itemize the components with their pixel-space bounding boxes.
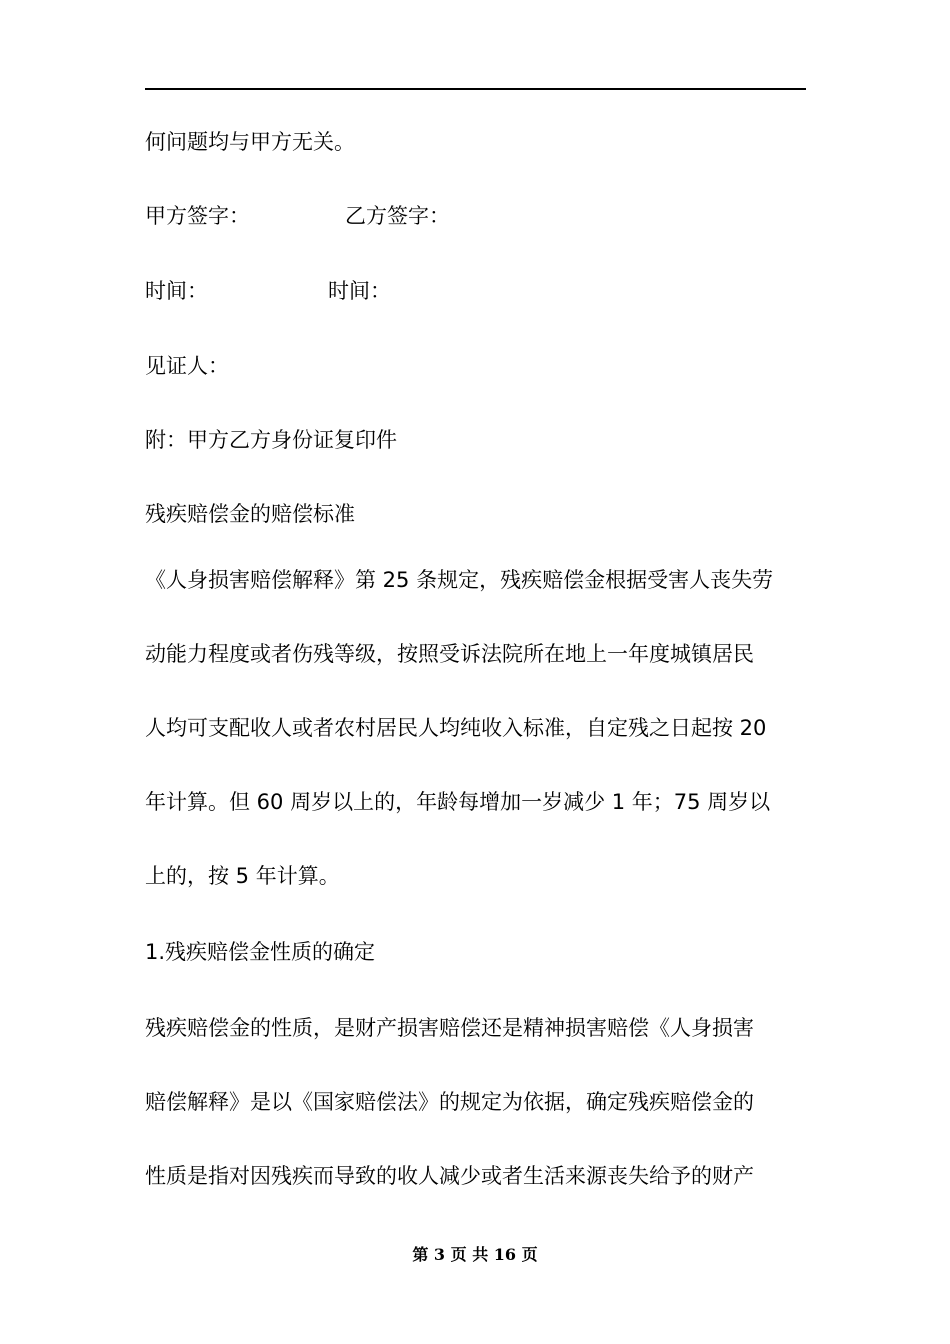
paragraph-line: 年计算。但 60 周岁以上的，年龄每增加一岁减少 1 年；75 周岁以 — [145, 790, 771, 814]
paragraph-line: 性质是指对因残疾而导致的收人减少或者生活来源丧失给予的财产 — [145, 1164, 754, 1188]
top-rule — [145, 88, 806, 90]
witness-label: 见证人： — [145, 354, 229, 378]
section-heading: 残疾赔偿金的赔偿标准 — [145, 502, 355, 526]
paragraph-line: 人均可支配收人或者农村居民人均纯收入标准，自定残之日起按 20 — [145, 716, 767, 740]
signature-row — [145, 201, 825, 231]
time-a-label: 时间： — [145, 279, 208, 303]
signature-b-label: 乙方签字： — [345, 204, 450, 228]
time-row — [145, 276, 825, 306]
attachment-note: 附：甲方乙方身份证复印件 — [145, 428, 397, 452]
continuation-text: 何问题均与甲方无关。 — [145, 130, 355, 154]
time-b-label: 时间： — [328, 279, 391, 303]
signature-a-label: 甲方签字： — [145, 204, 250, 228]
page-number: 第 3 页 共 16 页 — [412, 1245, 538, 1264]
paragraph-line: 上的，按 5 年计算。 — [145, 864, 340, 888]
subheading: 1.残疾赔偿金性质的确定 — [145, 940, 376, 964]
paragraph-line: 残疾赔偿金的性质，是财产损害赔偿还是精神损害赔偿《人身损害 — [145, 1016, 754, 1040]
paragraph-line: 动能力程度或者伤残等级，按照受诉法院所在地上一年度城镇居民 — [145, 642, 754, 666]
paragraph-line: 《人身损害赔偿解释》第 25 条规定，残疾赔偿金根据受害人丧失劳 — [145, 568, 774, 592]
paragraph-line: 赔偿解释》是以《国家赔偿法》的规定为依据，确定残疾赔偿金的 — [145, 1090, 754, 1114]
